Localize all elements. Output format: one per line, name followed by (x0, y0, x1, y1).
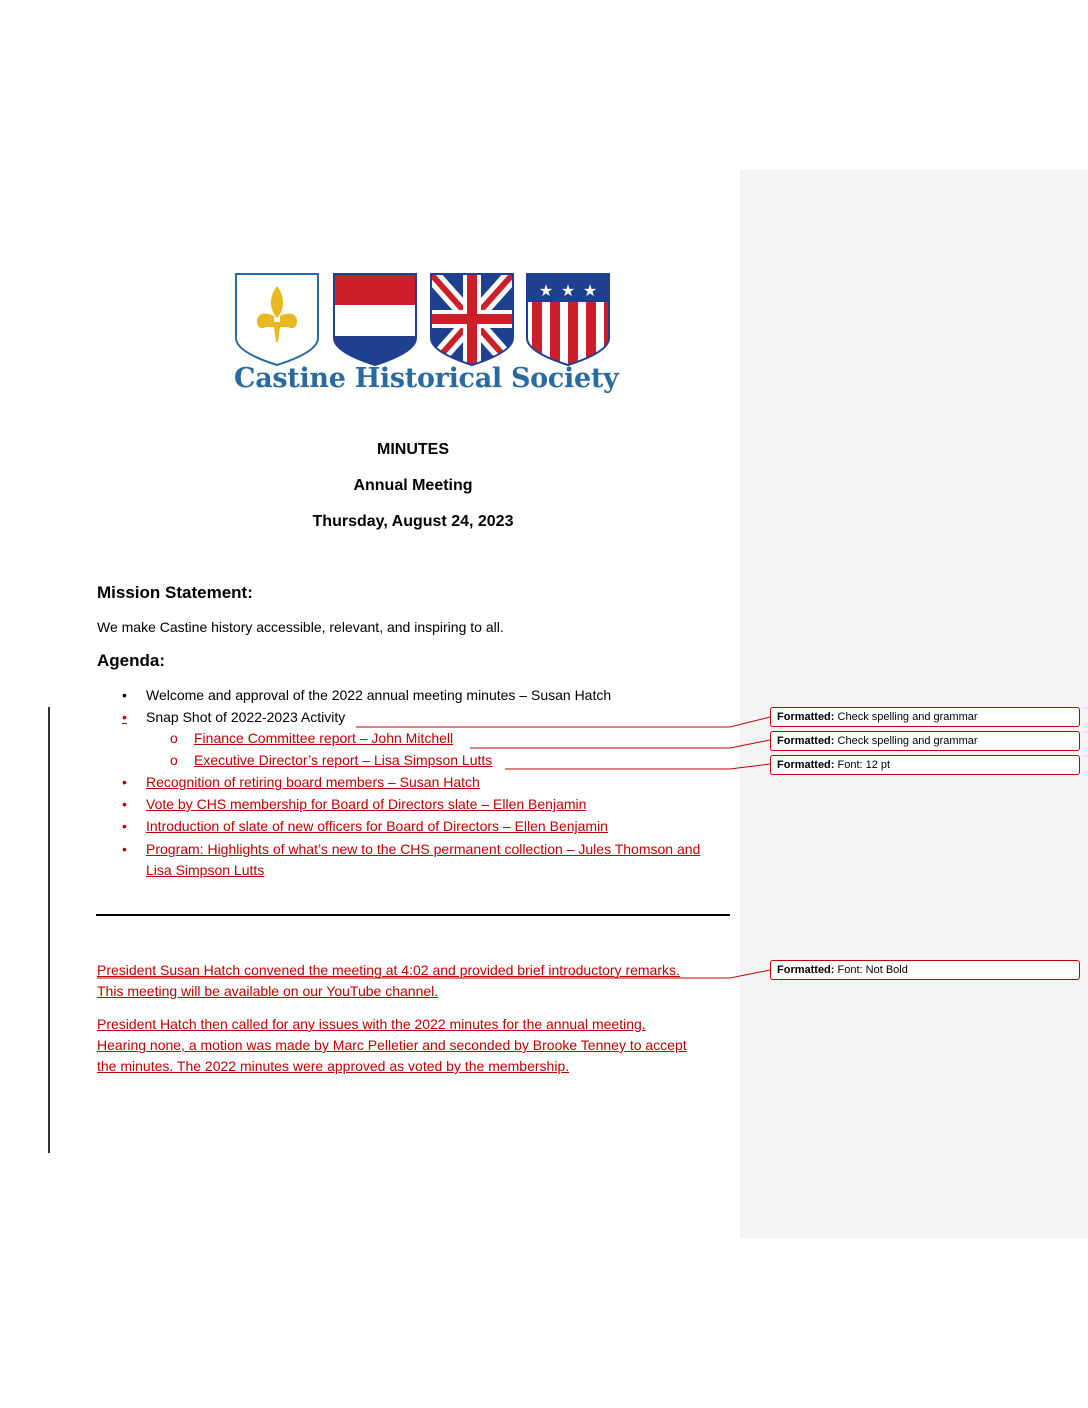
list-item: Lisa Simpson Lutts (146, 862, 265, 878)
meeting-date: Thursday, August 24, 2023 (312, 513, 514, 530)
comment-balloon[interactable]: Formatted: Font: Not Bold (770, 960, 1080, 980)
list-item: • Introduction of slate of new officers for Board of Directors – Ellen Benjamin (122, 818, 608, 834)
list-item: • Welcome and approval of the 2022 annual meeting minutes – Susan Hatch (122, 687, 612, 703)
svg-text:★: ★ (560, 281, 576, 300)
list-item: • Vote by CHS membership for Board of Directors slate – Ellen Benjamin (122, 796, 587, 812)
list-item: • Snap Shot of 2022-2023 Activity (122, 709, 346, 725)
list-item: • Program: Highlights of what’s new to the CHS permanent collection – Jules Thomson and (122, 841, 701, 857)
mission-text: We make Castine history accessible, relevant, and inspiring to all. (97, 619, 504, 635)
list-item: o Finance Committee report – John Mitchell (170, 730, 454, 746)
list-item: o Executive Director’s report – Lisa Simpson Lutts (170, 752, 493, 768)
mission-heading: Mission Statement: (97, 583, 253, 602)
list-item: • Recognition of retiring board members – Susan Hatch (122, 774, 480, 790)
page-subtitle: Annual Meeting (353, 477, 473, 494)
logo-wordmark: Castine Historical Society (234, 363, 619, 394)
page-title: MINUTES (377, 441, 449, 458)
comment-balloon[interactable]: Formatted: Font: 12 pt (770, 755, 1080, 775)
svg-text:★: ★ (582, 281, 598, 300)
agenda-heading: Agenda: (97, 651, 165, 670)
paragraph-convened: President Susan Hatch convened the meeting at 4:02 and provided brief introductory remarks. This meeting will be available on our YouTube channel. (97, 962, 680, 999)
comment-balloon[interactable]: Formatted: Check spelling and grammar (770, 707, 1080, 727)
paragraph-minutes-approval: President Hatch then called for any issues with the 2022 minutes for the annual meeting. Hearing none, a motion was made by Marc Pelletier and seconded by Brooke Tenney to accept the minutes. The 2022 minutes were approved as voted by the membership. (97, 1016, 687, 1074)
comment-balloon[interactable]: Formatted: Check spelling and grammar (770, 731, 1080, 751)
svg-text:★: ★ (538, 281, 554, 300)
